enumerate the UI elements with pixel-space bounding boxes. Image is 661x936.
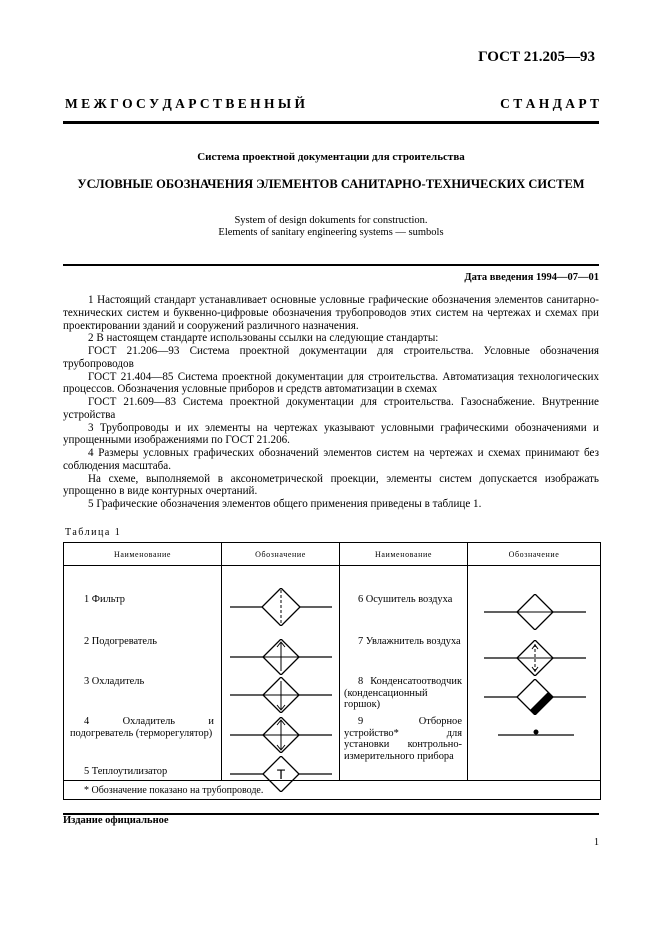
heat-recovery-symbol-icon <box>230 756 332 792</box>
paragraph: ГОСТ 21.206—93 Система проектной документации для строительства. Условные обозначения трубопроводов <box>63 345 599 370</box>
left-symbols-cell <box>222 566 340 781</box>
paragraph: 2 В настоящем стандарте использованы ссылки на следующие стандарты: <box>88 332 439 345</box>
item-humidifier: 7 Увлажнитель воздуха <box>358 636 461 647</box>
series-title: Система проектной документации для строительства <box>197 151 465 163</box>
table-header-row <box>64 543 601 566</box>
standard-banner <box>65 96 599 112</box>
header-name-left: Наименование <box>64 543 222 566</box>
right-names-cell <box>340 566 468 781</box>
paragraph: 3 Трубопроводы и их элементы на чертежах указывают условными графическими обозначениями и упрощенными изображениями по ГОСТ 21.206. <box>63 421 599 447</box>
header-symbol-right: Обозначение <box>468 543 601 566</box>
body-text <box>63 294 599 511</box>
right-symbols-cell <box>468 566 601 781</box>
header-name-right: Наименование <box>340 543 468 566</box>
left-names-cell <box>64 566 222 781</box>
paragraph: 5 Графические обозначения элементов общего применения приведены в таблице 1. <box>88 498 482 510</box>
heater-symbol-icon <box>230 639 332 675</box>
item-heat-recovery: 5 Теплоутилизатор <box>84 766 168 777</box>
item-heater: 2 Подогреватель <box>84 636 157 647</box>
cooler-heater-symbol-icon <box>230 717 332 753</box>
banner-word-interstate: М Е Ж Г О С У Д А Р С Т В Е Н Н Ы Й <box>65 96 306 111</box>
item-steam-trap: 8 Конденсатоотводчик (конденсационный горшок) <box>344 676 462 710</box>
item-air-dryer: 6 Осушитель воздуха <box>358 594 453 605</box>
official-edition-label: Издание официальное <box>63 815 169 826</box>
filter-symbol-icon <box>230 588 332 626</box>
air-dryer-symbol-icon <box>484 594 586 630</box>
symbols-table <box>63 542 601 800</box>
item-sampling-device: 9 Отборное устройство* для установки контрольно-измерительного прибора <box>344 716 462 762</box>
document-title: УСЛОВНЫЕ ОБОЗНАЧЕНИЯ ЭЛЕМЕНТОВ САНИТАРНО-ТЕХНИЧЕСКИХ СИСТЕМ <box>77 177 585 191</box>
table-footnote: * Обозначение показано на трубопроводе. <box>64 781 601 800</box>
cooler-symbol-icon <box>230 677 332 713</box>
item-cooler-heater: 4 Охладитель и подогреватель (терморегулятор) <box>70 716 214 739</box>
heat-recovery-letter: Т <box>276 766 286 782</box>
table-body-row <box>64 566 601 781</box>
steam-trap-symbol-icon <box>484 679 586 715</box>
banner-rule <box>63 121 599 124</box>
paragraph: 4 Размеры условных графических обозначений элементов систем на чертежах и схемах принимают без соблюдения масштаба. <box>63 447 599 472</box>
page-number: 1 <box>594 837 599 848</box>
english-title-line-2: Elements of sanitary engineering systems — sumbols <box>218 227 444 238</box>
paragraph: На схеме, выполняемой в аксонометрической проекции, элементы систем допускается изображать упрощенно в виде контурных очертаний. <box>63 472 599 498</box>
paragraph: 1 Настоящий стандарт устанавливает основные условные графические обозначения элементов санитарно-технических систем и буквенно-цифровые обозначения трубопроводов этих систем на чертежах и схемах при проектировании зданий и сооружений различного назначения. <box>63 294 599 332</box>
table-caption: Таблица 1 <box>65 527 122 538</box>
paragraph: ГОСТ 21.404—85 Система проектной документации для строительства. Автоматизация технологических процессов. Обозначения условные приборов и средств автоматизации в схемах <box>63 370 599 396</box>
table-footnote-row <box>64 781 601 800</box>
header-symbol-left: Обозначение <box>222 543 340 566</box>
document-code: ГОСТ 21.205—93 <box>478 49 595 65</box>
english-title-line-1: System of design dokuments for construction. <box>234 215 428 226</box>
item-filter: 1 Фильтр <box>84 594 125 605</box>
paragraph: ГОСТ 21.609—83 Система проектной документации для строительства. Газоснабжение. Внутренние устройства <box>63 396 599 421</box>
banner-word-standard: С Т А Н Д А Р Т <box>500 96 599 111</box>
humidifier-symbol-icon <box>484 640 586 676</box>
introduction-date: Дата введения 1994—07—01 <box>464 272 599 283</box>
sampling-device-symbol-icon <box>498 726 574 742</box>
title-rule <box>63 264 599 266</box>
item-cooler: 3 Охладитель <box>84 676 145 687</box>
english-title <box>63 215 599 239</box>
